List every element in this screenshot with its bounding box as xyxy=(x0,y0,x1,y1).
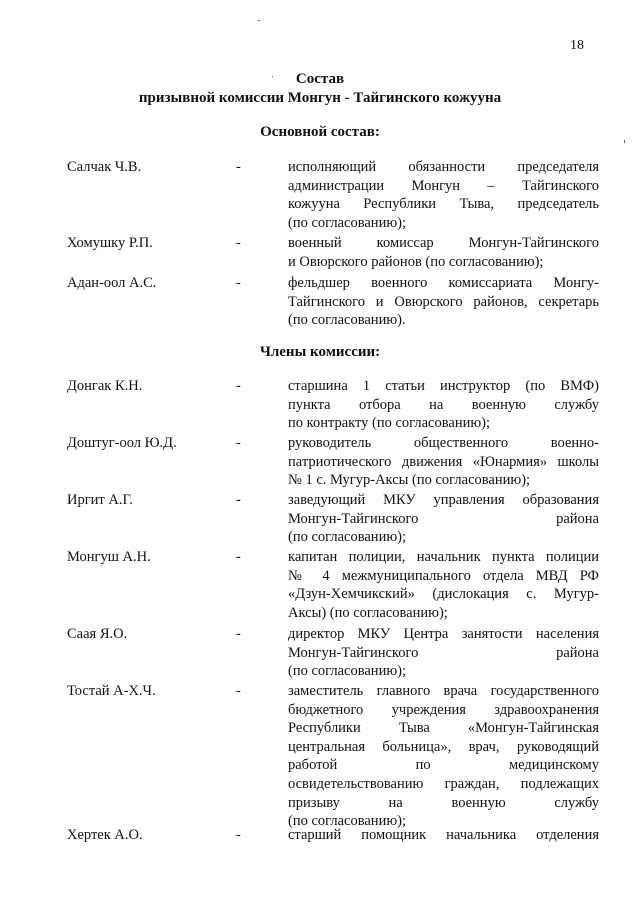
role-line: заведующий МКУ управления образования xyxy=(288,492,599,508)
role-line: директор МКУ Центра занятости населения xyxy=(288,626,599,642)
member-role xyxy=(288,548,599,622)
member-role xyxy=(288,682,599,831)
role-line: по контракту (по согласованию); xyxy=(288,415,491,432)
scan-speck xyxy=(258,20,260,21)
role-line: патриотического движения «Юнармия» школы xyxy=(288,453,599,470)
member-dash: - xyxy=(236,683,241,699)
member-role xyxy=(288,434,599,490)
role-line: (по согласованию); xyxy=(288,529,407,546)
scan-speck xyxy=(272,76,273,77)
role-line: капитан полиции, начальник пункта полиции xyxy=(288,549,599,565)
member-name: Донгак К.Н. xyxy=(67,378,143,394)
role-line: бюджетного учреждения здравоохранения xyxy=(288,701,599,718)
member-name: Саая Я.О. xyxy=(67,626,128,642)
member-dash: - xyxy=(236,275,241,291)
member-role xyxy=(288,234,599,271)
scan-speck xyxy=(624,140,625,143)
role-line: старший помощник начальника отделения xyxy=(288,827,599,843)
role-line: Монгун-Тайгинского района xyxy=(288,644,599,661)
role-line: центральная больница», врач, руководящий xyxy=(288,738,599,755)
member-name: Иргит А.Г. xyxy=(67,492,133,508)
role-line: Монгун-Тайгинского района xyxy=(288,510,599,527)
member-name: Хертек А.О. xyxy=(67,827,143,843)
member-name: Салчак Ч.В. xyxy=(67,159,142,175)
member-role xyxy=(288,625,599,681)
role-line: администрации Монгун – Тайгинского xyxy=(288,177,599,194)
role-line: (по согласованию). xyxy=(288,312,406,329)
role-line: призыву на военную службу xyxy=(288,794,599,811)
member-role xyxy=(288,158,599,232)
document-title xyxy=(0,70,640,108)
section-heading-members: Члены комиссии: xyxy=(259,344,381,360)
member-dash: - xyxy=(236,626,241,642)
role-line: пункта отбора на военную службу xyxy=(288,396,599,413)
role-line: освидетельствованию граждан, подлежащих xyxy=(288,775,599,792)
role-line: Тайгинского и Овюрского районов, секретарь xyxy=(288,293,599,310)
member-dash: - xyxy=(236,435,241,451)
title-line-2: призывной комиссии Монгун - Тайгинского кожууна xyxy=(138,90,502,106)
page-number: 18 xyxy=(570,38,584,53)
member-name: Монгуш А.Н. xyxy=(67,549,151,565)
role-line: исполняющий обязанности председателя xyxy=(288,159,599,175)
role-line: фельдшер военного комиссариата Монгу- xyxy=(288,275,599,291)
member-dash: - xyxy=(236,378,241,394)
member-role xyxy=(288,377,599,433)
member-dash: - xyxy=(236,235,241,251)
title-line-1: Состав xyxy=(295,71,345,87)
member-role xyxy=(288,826,599,845)
role-line: «Дзун-Хемчикский» (дислокация с. Мугур- xyxy=(288,586,599,603)
member-dash: - xyxy=(236,827,241,843)
role-line: и Овюрского районов (по согласованию); xyxy=(288,253,544,270)
member-role xyxy=(288,274,599,330)
member-name: Тостай А-Х.Ч. xyxy=(67,683,156,699)
member-name: Доштуг-оол Ю.Д. xyxy=(67,435,177,451)
role-line: Республики Тыва «Монгун-Тайгинская xyxy=(288,720,599,737)
member-dash: - xyxy=(236,492,241,508)
member-dash: - xyxy=(236,159,241,175)
role-line: старшина 1 статьи инструктор (по ВМФ) xyxy=(288,378,599,394)
role-line: № 1 с. Мугур-Аксы (по согласованию); xyxy=(288,472,531,489)
role-line: № 4 межмуниципального отдела МВД РФ xyxy=(288,567,599,584)
role-line: руководитель общественного военно- xyxy=(288,435,599,451)
member-dash: - xyxy=(236,549,241,565)
role-line: (по согласованию); xyxy=(288,813,407,830)
role-line: (по согласованию); xyxy=(288,663,407,680)
role-line: военный комиссар Монгун-Тайгинского xyxy=(288,235,599,251)
member-role xyxy=(288,491,599,547)
role-line: Аксы) (по согласованию); xyxy=(288,604,448,621)
role-line: работой по медицинскому xyxy=(288,757,599,774)
member-name: Адан-оол А.С. xyxy=(67,275,157,291)
section-heading-main: Основной состав: xyxy=(260,124,380,140)
role-line: (по согласованию); xyxy=(288,214,407,231)
role-line: заместитель главного врача государственного xyxy=(288,683,599,699)
member-name: Хомушку Р.П. xyxy=(67,235,153,251)
role-line: кожууна Республики Тыва, председатель xyxy=(288,196,599,213)
